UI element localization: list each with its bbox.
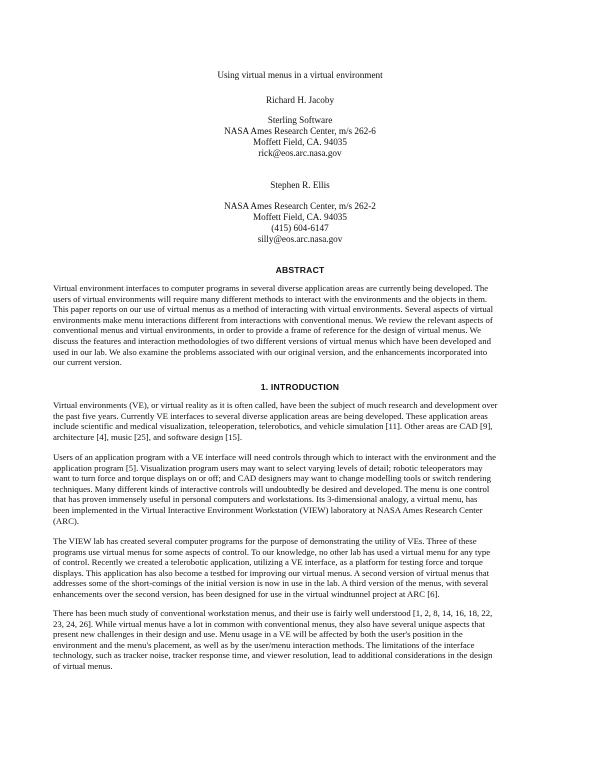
abstract-line: users of virtual environments will require many different methods to interact with the environments and the objects in them.: [53, 293, 488, 304]
author-org: Sterling Software: [267, 115, 333, 125]
text-line: of control. Recently we created a telerobotic application, utilizing a VE interface, as a platform for testing force and torque: [53, 557, 483, 568]
intro-paragraph-3: [53, 536, 550, 600]
abstract-line: This paper reports on our use of virtual menus as a method of interacting with virtual environments. Several aspects of virtual: [53, 304, 494, 315]
text-line: 23, 24, 26]. While virtual menus have a lot in common with conventional menus, they also have several unique aspects that: [53, 618, 485, 629]
text-line: techniques. Many different kinds of interactive controls will undoubtedly be desired and developed. The menu is one control: [53, 483, 490, 494]
text-line: of virtual menus.: [53, 660, 113, 671]
author-name: Stephen R. Ellis: [270, 180, 330, 190]
author-address: NASA Ames Research Center, m/s 262-6: [224, 126, 376, 136]
intro-paragraph-4: [53, 608, 550, 672]
abstract-line: conventional menus and virtual environments, in order to provide a frame of reference for the design of virtual menus. We: [53, 325, 481, 336]
abstract-line: Virtual environment interfaces to computer programs in several diverse application areas are currently being developed. The: [53, 283, 489, 293]
text-line: technology, such as tracker noise, tracker response time, and viewer resolution, lead to additional considerations in the design: [53, 650, 493, 661]
text-line: programs use virtual menus for some aspects of control. To our knowledge, no other lab has used a virtual menu for any type: [53, 546, 491, 557]
text-line: been implemented in the Virtual Interactive Environment Workstation (VIEW) laboratory at NASA Ames Research Center: [53, 504, 483, 515]
text-line: architecture [4], music [25], and software design [15].: [53, 431, 243, 442]
author-email: rick@eos.arc.nasa.gov: [258, 148, 342, 158]
text-line: enhancements over the second version, has been designed for use in the virtual windtunnel project at ARC [6].: [53, 588, 440, 599]
paper-title: Using virtual menus in a virtual environment: [217, 70, 383, 80]
text-line: that has proven immensely useful in personal computers and workstations. Its 3-dimensional analogy, a virtual menu, has: [53, 494, 478, 505]
abstract-line: discuss the features and interaction methodologies of two different versions of virtual menus which have been developed and: [53, 335, 491, 346]
text-line: application program [5]. Visualization program users may want to select varying levels of detail; robotic teleoperators may: [53, 462, 483, 473]
text-line: (ARC).: [53, 515, 80, 526]
intro-paragraph-2: [53, 452, 550, 526]
author-block-1: [0, 95, 600, 106]
text-line: present new challenges in their design and use. Menu usage in a VE will be affected by both the user's position in the: [53, 629, 463, 640]
author-affiliation-2: [0, 201, 600, 245]
author-city: Moffett Field, CA. 94035: [252, 212, 347, 222]
abstract-paragraph: [53, 283, 550, 368]
text-line: want to turn force and torque displays on or off; and CAD designers may want to change modelling tools or switch rendering: [53, 473, 491, 484]
text-line: The VIEW lab has created several computer programs for the purpose of demonstrating the utility of VEs. Three of these: [53, 536, 477, 546]
text-line: Users of an application program with a VE interface will need controls through which to interact with the environment and the: [53, 452, 497, 462]
text-line: There has been much study of conventional workstation menus, and their use is fairly well understood [1, 2, 8, 14, 16, 18, 22,: [53, 608, 493, 618]
author-city: Moffett Field, CA. 94035: [252, 137, 347, 147]
text-line: displays. This application has also become a testbed for improving our virtual menus. A second version of virtual menus that: [53, 567, 490, 578]
text-line: include scientific and medical visualization, teleoperation, telerobotics, and vehicle simulation [11]. Other areas are CAD [9],: [53, 421, 493, 432]
text-line: the past five years. Currently VE interfaces to several diverse application areas are being developed. These application areas: [53, 410, 488, 421]
text-line: addresses some of the short-comings of the initial version is now in use in the lab. A third version of the menus, with several: [53, 578, 489, 589]
author-email: silly@eos.arc.nasa.gov: [257, 234, 343, 244]
section-heading-introduction: 1. INTRODUCTION: [260, 382, 340, 392]
author-block-2: [0, 180, 600, 191]
text-line: environment and the menu's placement, as well as by the user/menu interaction methods. The limitations of the interface: [53, 639, 475, 650]
text-line: Virtual environments (VE), or virtual reality as it is often called, have been the subject of much research and development over: [53, 400, 498, 410]
abstract-line: our current version.: [53, 357, 122, 368]
intro-paragraph-1: [53, 400, 550, 442]
author-name: Richard H. Jacoby: [265, 95, 335, 105]
abstract-line: environments make menu interactions different from interactions with conventional menus. We review the relevant aspects of: [53, 314, 493, 325]
author-affiliation-1: [0, 115, 600, 159]
author-address: NASA Ames Research Center, m/s 262-2: [224, 201, 376, 211]
abstract-heading: ABSTRACT: [275, 265, 325, 275]
abstract-line: used in our lab. We also examine the problems associated with our original version, and the enhancements incorporated into: [53, 346, 488, 357]
author-phone: (415) 604-6147: [271, 223, 329, 233]
